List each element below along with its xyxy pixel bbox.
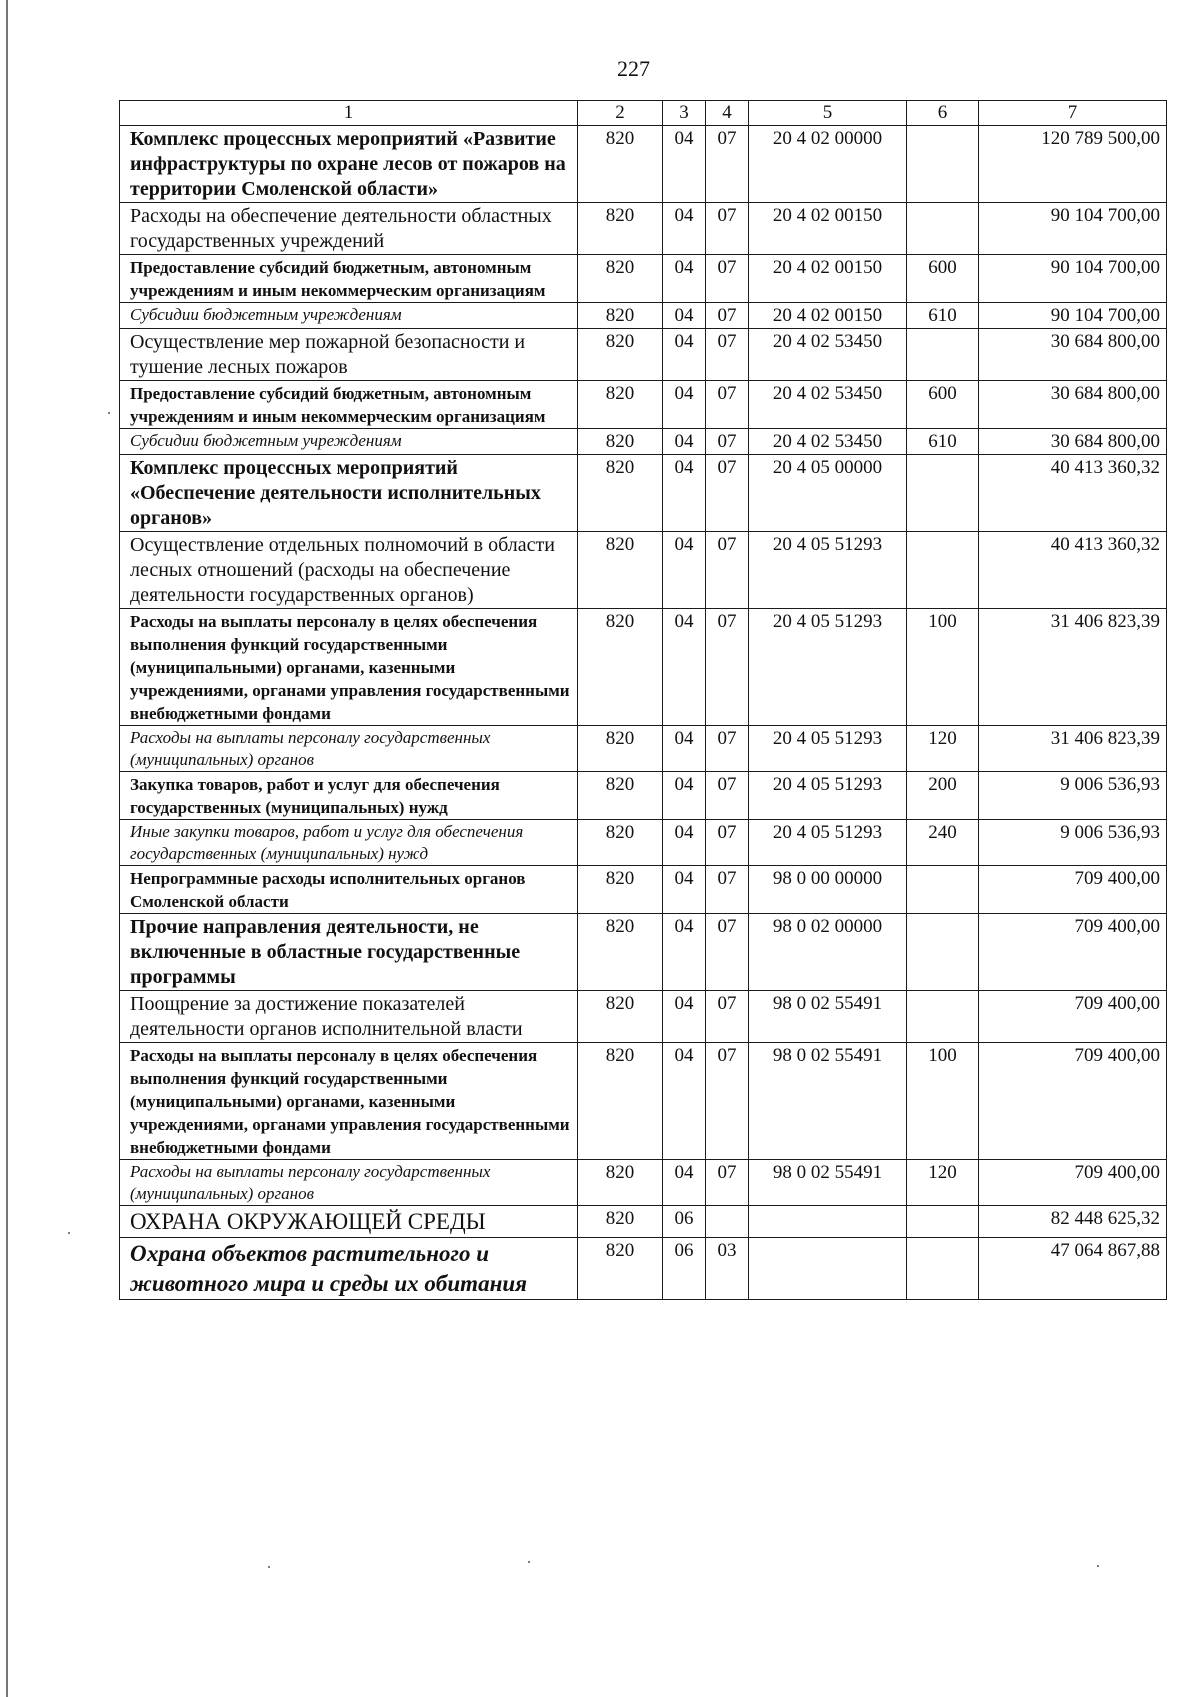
expense-type-code: 100	[907, 609, 979, 726]
section-code: 04	[663, 255, 706, 303]
expense-type-code: 200	[907, 772, 979, 820]
header-cell: 4	[706, 101, 749, 126]
subsection-code: 07	[706, 255, 749, 303]
section-code: 04	[663, 866, 706, 914]
table-row	[120, 772, 1167, 820]
target-article-code: 20 4 02 53450	[749, 381, 907, 429]
table-row	[120, 1160, 1167, 1206]
section-code: 06	[663, 1206, 706, 1238]
scan-speck	[528, 1561, 530, 1563]
expense-type-code: 120	[907, 1160, 979, 1206]
subsection-code: 07	[706, 203, 749, 255]
section-code: 04	[663, 772, 706, 820]
header-cell: 6	[907, 101, 979, 126]
table-row	[120, 255, 1167, 303]
target-article-code: 98 0 00 00000	[749, 866, 907, 914]
target-article-code	[749, 1238, 907, 1300]
row-name: Закупка товаров, работ и услуг для обеспечения государственных (муниципальных) нужд	[120, 772, 578, 820]
target-article-code: 20 4 05 51293	[749, 726, 907, 772]
table-row	[120, 455, 1167, 532]
amount: 709 400,00	[979, 991, 1167, 1043]
subsection-code: 03	[706, 1238, 749, 1300]
ministry-code: 820	[578, 914, 663, 991]
target-article-code: 20 4 02 00150	[749, 203, 907, 255]
row-name: Расходы на выплаты персоналу государственных (муниципальных) органов	[120, 1160, 578, 1206]
expense-type-code: 610	[907, 303, 979, 329]
budget-table	[119, 100, 1167, 1300]
amount: 31 406 823,39	[979, 726, 1167, 772]
expense-type-code: 600	[907, 255, 979, 303]
row-name: Прочие направления деятельности, не включенные в областные государственные программы	[120, 914, 578, 991]
expense-type-code	[907, 991, 979, 1043]
amount: 30 684 800,00	[979, 329, 1167, 381]
header-row	[120, 101, 1167, 126]
ministry-code: 820	[578, 772, 663, 820]
ministry-code: 820	[578, 255, 663, 303]
ministry-code: 820	[578, 203, 663, 255]
expense-type-code	[907, 532, 979, 609]
amount: 709 400,00	[979, 1160, 1167, 1206]
subsection-code: 07	[706, 726, 749, 772]
row-name: Осуществление мер пожарной безопасности и тушение лесных пожаров	[120, 329, 578, 381]
target-article-code: 20 4 05 00000	[749, 455, 907, 532]
target-article-code: 20 4 02 53450	[749, 429, 907, 455]
row-name: Расходы на выплаты персоналу государственных (муниципальных) органов	[120, 726, 578, 772]
section-code: 04	[663, 126, 706, 203]
expense-type-code: 120	[907, 726, 979, 772]
amount: 90 104 700,00	[979, 203, 1167, 255]
row-name: Иные закупки товаров, работ и услуг для обеспечения государственных (муниципальных) нужд	[120, 820, 578, 866]
expense-type-code: 600	[907, 381, 979, 429]
section-code: 04	[663, 1160, 706, 1206]
page-number: 227	[617, 56, 650, 81]
table-row	[120, 1043, 1167, 1160]
expense-type-code	[907, 866, 979, 914]
ministry-code: 820	[578, 329, 663, 381]
subsection-code: 07	[706, 991, 749, 1043]
row-name: Охрана объектов растительного и животного мира и среды их обитания	[120, 1238, 578, 1300]
scan-speck	[108, 412, 110, 414]
ministry-code: 820	[578, 726, 663, 772]
header-cell: 7	[979, 101, 1167, 126]
table-row	[120, 1238, 1167, 1300]
row-name: Расходы на обеспечение деятельности областных государственных учреждений	[120, 203, 578, 255]
expense-type-code	[907, 1238, 979, 1300]
expense-type-code	[907, 126, 979, 203]
ministry-code: 820	[578, 1043, 663, 1160]
table-row	[120, 126, 1167, 203]
ministry-code: 820	[578, 455, 663, 532]
row-name: Непрограммные расходы исполнительных органов Смоленской области	[120, 866, 578, 914]
target-article-code	[749, 1206, 907, 1238]
scan-speck	[268, 1566, 270, 1568]
target-article-code: 20 4 05 51293	[749, 772, 907, 820]
subsection-code: 07	[706, 455, 749, 532]
amount: 9 006 536,93	[979, 772, 1167, 820]
expense-type-code	[907, 914, 979, 991]
expense-type-code: 610	[907, 429, 979, 455]
section-code: 04	[663, 329, 706, 381]
section-code: 04	[663, 429, 706, 455]
scan-speck	[1097, 1565, 1099, 1567]
table-row	[120, 1206, 1167, 1238]
section-code: 04	[663, 532, 706, 609]
row-name: Предоставление субсидий бюджетным, автономным учреждениям и иным некоммерческим организациям	[120, 255, 578, 303]
section-code: 04	[663, 991, 706, 1043]
ministry-code: 820	[578, 991, 663, 1043]
amount: 709 400,00	[979, 1043, 1167, 1160]
ministry-code: 820	[578, 303, 663, 329]
section-code: 04	[663, 381, 706, 429]
header-cell: 2	[578, 101, 663, 126]
amount: 9 006 536,93	[979, 820, 1167, 866]
section-code: 04	[663, 1043, 706, 1160]
subsection-code: 07	[706, 126, 749, 203]
expense-type-code	[907, 455, 979, 532]
target-article-code: 20 4 05 51293	[749, 532, 907, 609]
section-code: 04	[663, 726, 706, 772]
amount: 709 400,00	[979, 914, 1167, 991]
scan-edge-line	[6, 0, 8, 1697]
table-row	[120, 991, 1167, 1043]
target-article-code: 20 4 02 00000	[749, 126, 907, 203]
ministry-code: 820	[578, 429, 663, 455]
table-row	[120, 532, 1167, 609]
target-article-code: 98 0 02 55491	[749, 1043, 907, 1160]
row-name: ОХРАНА ОКРУЖАЮЩЕЙ СРЕДЫ	[120, 1206, 578, 1238]
ministry-code: 820	[578, 532, 663, 609]
ministry-code: 820	[578, 126, 663, 203]
row-name: Предоставление субсидий бюджетным, автономным учреждениям и иным некоммерческим организациям	[120, 381, 578, 429]
expense-type-code	[907, 329, 979, 381]
target-article-code: 98 0 02 55491	[749, 991, 907, 1043]
section-code: 04	[663, 914, 706, 991]
row-name: Расходы на выплаты персоналу в целях обеспечения выполнения функций государственными (муниципальными) органами, казенными учреждениями, органами управления государственными внебюджетными фондами	[120, 1043, 578, 1160]
table-row	[120, 866, 1167, 914]
subsection-code: 07	[706, 609, 749, 726]
ministry-code: 820	[578, 1238, 663, 1300]
row-name: Осуществление отдельных полномочий в области лесных отношений (расходы на обеспечение деятельности государственных органов)	[120, 532, 578, 609]
expense-type-code: 240	[907, 820, 979, 866]
subsection-code: 07	[706, 329, 749, 381]
row-name: Поощрение за достижение показателей деятельности органов исполнительной власти	[120, 991, 578, 1043]
amount: 90 104 700,00	[979, 255, 1167, 303]
row-name: Субсидии бюджетным учреждениям	[120, 303, 578, 329]
amount: 30 684 800,00	[979, 381, 1167, 429]
subsection-code: 07	[706, 381, 749, 429]
subsection-code: 07	[706, 914, 749, 991]
amount: 31 406 823,39	[979, 609, 1167, 726]
amount: 40 413 360,32	[979, 532, 1167, 609]
header-cell: 1	[120, 101, 578, 126]
target-article-code: 20 4 02 53450	[749, 329, 907, 381]
section-code: 04	[663, 820, 706, 866]
target-article-code: 20 4 05 51293	[749, 820, 907, 866]
amount: 120 789 500,00	[979, 126, 1167, 203]
ministry-code: 820	[578, 820, 663, 866]
amount: 47 064 867,88	[979, 1238, 1167, 1300]
amount: 82 448 625,32	[979, 1206, 1167, 1238]
table-row	[120, 203, 1167, 255]
table-row	[120, 329, 1167, 381]
ministry-code: 820	[578, 381, 663, 429]
target-article-code: 20 4 02 00150	[749, 303, 907, 329]
row-name: Комплекс процессных мероприятий «Развитие инфраструктуры по охране лесов от пожаров на территории Смоленской области»	[120, 126, 578, 203]
subsection-code: 07	[706, 532, 749, 609]
amount: 40 413 360,32	[979, 455, 1167, 532]
ministry-code: 820	[578, 1206, 663, 1238]
expense-type-code: 100	[907, 1043, 979, 1160]
ministry-code: 820	[578, 866, 663, 914]
target-article-code: 20 4 05 51293	[749, 609, 907, 726]
table-row	[120, 820, 1167, 866]
header-cell: 5	[749, 101, 907, 126]
amount: 90 104 700,00	[979, 303, 1167, 329]
section-code: 06	[663, 1238, 706, 1300]
table-row	[120, 303, 1167, 329]
expense-type-code	[907, 203, 979, 255]
section-code: 04	[663, 609, 706, 726]
header-cell: 3	[663, 101, 706, 126]
section-code: 04	[663, 455, 706, 532]
amount: 709 400,00	[979, 866, 1167, 914]
subsection-code: 07	[706, 1043, 749, 1160]
subsection-code: 07	[706, 1160, 749, 1206]
row-name: Комплекс процессных мероприятий «Обеспечение деятельности исполнительных органов»	[120, 455, 578, 532]
target-article-code: 20 4 02 00150	[749, 255, 907, 303]
row-name: Расходы на выплаты персоналу в целях обеспечения выполнения функций государственными (муниципальными) органами, казенными учреждениями, органами управления государственными внебюджетными фондами	[120, 609, 578, 726]
table-row	[120, 609, 1167, 726]
target-article-code: 98 0 02 55491	[749, 1160, 907, 1206]
subsection-code: 07	[706, 303, 749, 329]
row-name: Субсидии бюджетным учреждениям	[120, 429, 578, 455]
amount: 30 684 800,00	[979, 429, 1167, 455]
section-code: 04	[663, 203, 706, 255]
subsection-code	[706, 1206, 749, 1238]
subsection-code: 07	[706, 820, 749, 866]
expense-type-code	[907, 1206, 979, 1238]
table-row	[120, 914, 1167, 991]
ministry-code: 820	[578, 1160, 663, 1206]
table-row	[120, 381, 1167, 429]
ministry-code: 820	[578, 609, 663, 726]
target-article-code: 98 0 02 00000	[749, 914, 907, 991]
table-row	[120, 726, 1167, 772]
section-code: 04	[663, 303, 706, 329]
scan-speck	[68, 1232, 70, 1234]
subsection-code: 07	[706, 866, 749, 914]
subsection-code: 07	[706, 772, 749, 820]
subsection-code: 07	[706, 429, 749, 455]
table-row	[120, 429, 1167, 455]
